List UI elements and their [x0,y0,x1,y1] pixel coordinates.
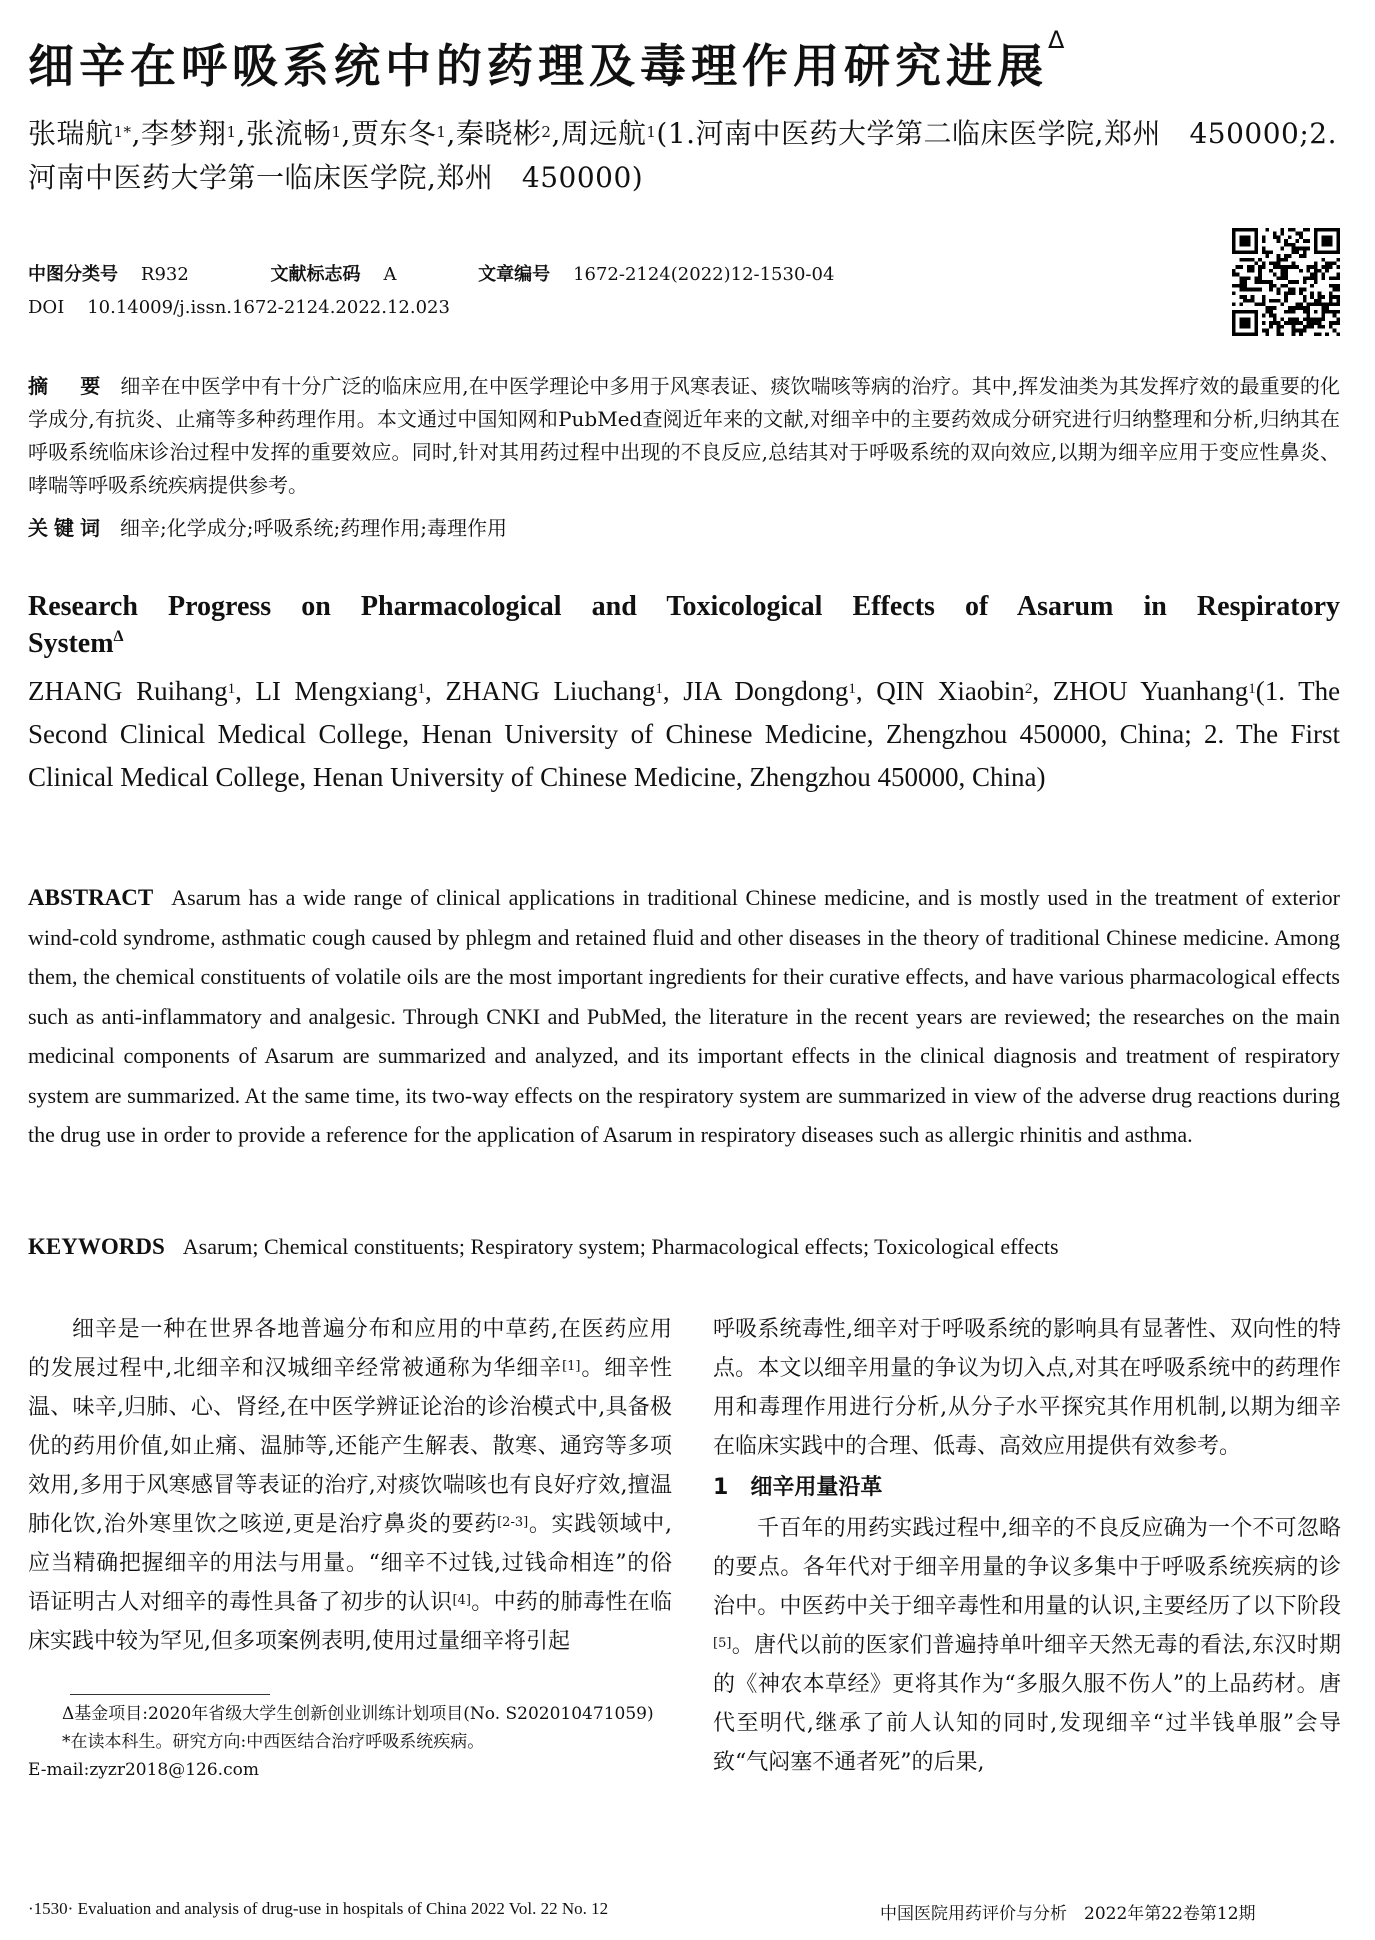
cn-author-list: 张瑞航$^{1*}$,李梦翔$^1$,张流畅$^1$,贾东冬$^1$,秦晓彬$^2$,周远航$^1$ [28,117,657,150]
body-column-left [28,1310,672,1661]
author-name: 周远航 [560,117,647,150]
doi-value: 10.14009/j.issn.1672-2124.2022.12.023 [87,297,450,318]
author-affiliation-mark: 1 [436,123,447,141]
author-name: ZHANG Ruihang [28,676,228,706]
author-affiliation-mark: 1 [227,681,236,697]
keywords-en-label: KEYWORDS [28,1234,165,1259]
keywords-en [28,1234,1059,1260]
author-name: 贾东冬 [350,117,437,150]
section-heading: 1 细辛用量沿革 [713,1475,883,1500]
fund-footnote: Δ基金项目:2020年省级大学生创新创业训练计划项目(No. S202010471059) [62,1704,654,1724]
abstract-en [28,878,1340,1155]
citation-link[interactable]: [4] [452,1593,471,1608]
author-footnote: *在读本科生。研究方向:中西医结合治疗呼吸系统疾病。 [62,1732,485,1752]
author-affiliation-mark: 1 [655,681,663,697]
abstract-cn [28,370,1340,502]
author-affiliation-mark: 2 [541,123,552,141]
author-name: LI Mengxiang [255,676,418,706]
en-title-line2: System$^\Delta$ [28,628,124,659]
title-fund-mark: Δ [1048,26,1070,54]
author-affiliation-mark: 2 [1024,681,1033,697]
en-title-line1: Research Progress on Pharmacological and Toxicological Effects of Asarum in Respiratory [28,591,1340,622]
citation-link[interactable]: [1] [562,1359,581,1374]
en-author-list: ZHANG Ruihang$^1$, LI Mengxiang$^1$, ZHANG Liuchang$^1$, JIA Dongdong$^1$, QIN Xiaobin$^2$, ZHOU Yuanhang$^1$ [28,676,1256,706]
author-affiliation-mark: 1 [646,123,657,141]
clc-label: 中图分类号 [28,264,118,285]
author-name: 秦晓彬 [455,117,542,150]
en-author-block [28,670,1340,799]
author-affiliation-mark: 1 [417,681,425,697]
doc-code-value: A [383,264,397,285]
footnote-divider [70,1694,270,1695]
author-name: JIA Dongdong [683,676,849,706]
citation-link[interactable]: [5] [713,1636,732,1651]
footer-journal-cn: 中国医院用药评价与分析 2022年第22卷第12期 [880,1904,1256,1924]
en-affiliations: (1. The Second Clinical Medical College, Henan University of Chinese Medicine, Zhengzhou 450000, China; 2. The First Clinical Medical College, Henan University of Chinese Medicine, Zhengzhou 450000, China) [28,676,1341,792]
abstract-cn-text: 细辛在中医学中有十分广泛的临床应用,在中医学理论中多用于风寒表证、痰饮喘咳等病的治疗。其中,挥发油类为其发挥疗效的最重要的化学成分,有抗炎、止痛等多种药理作用。本文通过中国知网和PubMed查阅近年来的文献,对细辛中的主要药效成分研究进行归纳整理和分析,归纳其在呼吸系统临床诊治过程中发挥的重要效应。同时,针对其用药过程中出现的不良反应,总结其对于呼吸系统的双向效应,以期为细辛应用于变应性鼻炎、哮喘等呼吸系统疾病提供参考。 [28,374,1340,497]
en-title-fund-mark: Δ [113,628,124,645]
article-no-value: 1672-2124(2022)12-1530-04 [573,264,835,285]
body-paragraph: 细辛是一种在世界各地普遍分布和应用的中草药,在医药应用的发展过程中,北细辛和汉城细辛经常被通称为华细辛[1]。细辛性温、味辛,归肺、心、肾经,在中医学辨证论治的诊治模式中,具备极优的药用价值,如止痛、温肺等,还能产生解表、散寒、通窍等多项效用,多用于风寒感冒等表证的治疗,对痰饮喘咳也有良好疗效,擅温肺化饮,治外寒里饮之咳逆,更是治疗鼻炎的要药[2-3]。实践领域中,应当精确把握细辛的用法与用量。“细辛不过钱,过钱命相连”的俗语证明古人对细辛的毒性具备了初步的认识[4]。中药的肺毒性在临床实践中较为罕见,但多项案例表明,使用过量细辛将引起 [28,1317,672,1654]
author-affiliation-mark: 1 [226,123,237,141]
doi-label: DOI [28,297,65,318]
keywords-en-text: Asarum; Chemical constituents; Respiratory system; Pharmacological effects; Toxicological effects [182,1234,1059,1259]
author-affiliation-mark: 1 [1248,681,1256,697]
body-paragraph: 呼吸系统毒性,细辛对于呼吸系统的影响具有显著性、双向性的特点。本文以细辛用量的争议为切入点,对其在呼吸系统中的药理作用和毒理作用进行分析,从分子水平探究其作用机制,以期为细辛在临床实践中的合理、低毒、高效应用提供有效参考。 [713,1317,1341,1459]
author-name: QIN Xiaobin [876,676,1025,706]
article-meta [28,260,834,286]
author-name: 张瑞航 [28,117,114,150]
keywords-cn [28,512,507,541]
qr-code-icon[interactable] [1232,228,1340,336]
body-column-right [713,1310,1341,1782]
keywords-cn-label: 关键词 [28,516,106,540]
keywords-cn-text: 细辛;化学成分;呼吸系统;药理作用;毒理作用 [120,516,507,540]
abstract-en-text: Asarum has a wide range of clinical applications in traditional Chinese medicine, and is mostly used in the treatment of exterior wind-cold syndrome, asthmatic cough caused by phlegm and retained fluid and other diseases in the theory of traditional Chinese medicine. Among them, the chemical constituents of volatile oils are the most important ingredients for their curative effects, and have various pharmacological effects such as anti-inflammatory and analgesic. Through CNKI and PubMed, the literature in the recent years are reviewed; the researches on the main medicinal components of Asarum are summarized and analyzed, and its important effects in the clinical diagnosis and treatment of respiratory system are summarized. At the same time, its two-way effects on the respiratory system are summarized in view of the adverse drug reactions during the drug use in order to provide a reference for the application of Asarum in respiratory diseases such as allergic rhinitis and asthma. [28,885,1340,1147]
author-name: ZHOU Yuanhang [1052,676,1249,706]
doc-code-label: 文献标志码 [270,264,361,285]
abstract-cn-label: 摘 要 [28,374,107,398]
body-paragraph: 千百年的用药实践过程中,细辛的不良反应确为一个不可忽略的要点。各年代对于细辛用量的争议多集中于呼吸系统疾病的诊治中。中医药中关于细辛毒性和用量的认识,主要经历了以下阶段[5]。唐代以前的医家们普遍持单叶细辛天然无毒的看法,东汉时期的《神农本草经》更将其作为“多服久服不伤人”的上品药材。唐代至明代,继承了前人认知的同时,发现细辛“过半钱单服”会导致“气闷塞不通者死”的后果, [713,1516,1341,1775]
article-no-label: 文章编号 [478,264,551,285]
author-name: ZHANG Liuchang [445,676,656,706]
footer-journal-en: ·1530· Evaluation and analysis of drug-use in hospitals of China 2022 Vol. 22 No. 12 [28,1899,609,1918]
email-footnote: E-mail:zyzr2018@126.com [28,1760,259,1780]
author-affiliation-mark: 1* [113,123,132,141]
doi-line [28,297,450,318]
paper-title: 细辛在呼吸系统中的药理及毒理作用研究进展$^\Delta$ [28,26,1070,93]
abstract-en-label: ABSTRACT [28,885,154,910]
author-name: 张流畅 [245,117,332,150]
author-affiliation-mark: 1 [331,123,342,141]
citation-link[interactable]: [2-3] [497,1515,529,1530]
footnotes [28,1700,672,1784]
author-name: 李梦翔 [140,117,227,150]
cn-author-block [28,112,1348,200]
author-affiliation-mark: 1 [848,681,856,697]
cn-affiliations: (1.河南中医药大学第二临床医学院,郑州 450000;2.河南中医药大学第一临床医学院,郑州 450000) [28,117,1337,194]
clc-value: R932 [140,264,189,285]
